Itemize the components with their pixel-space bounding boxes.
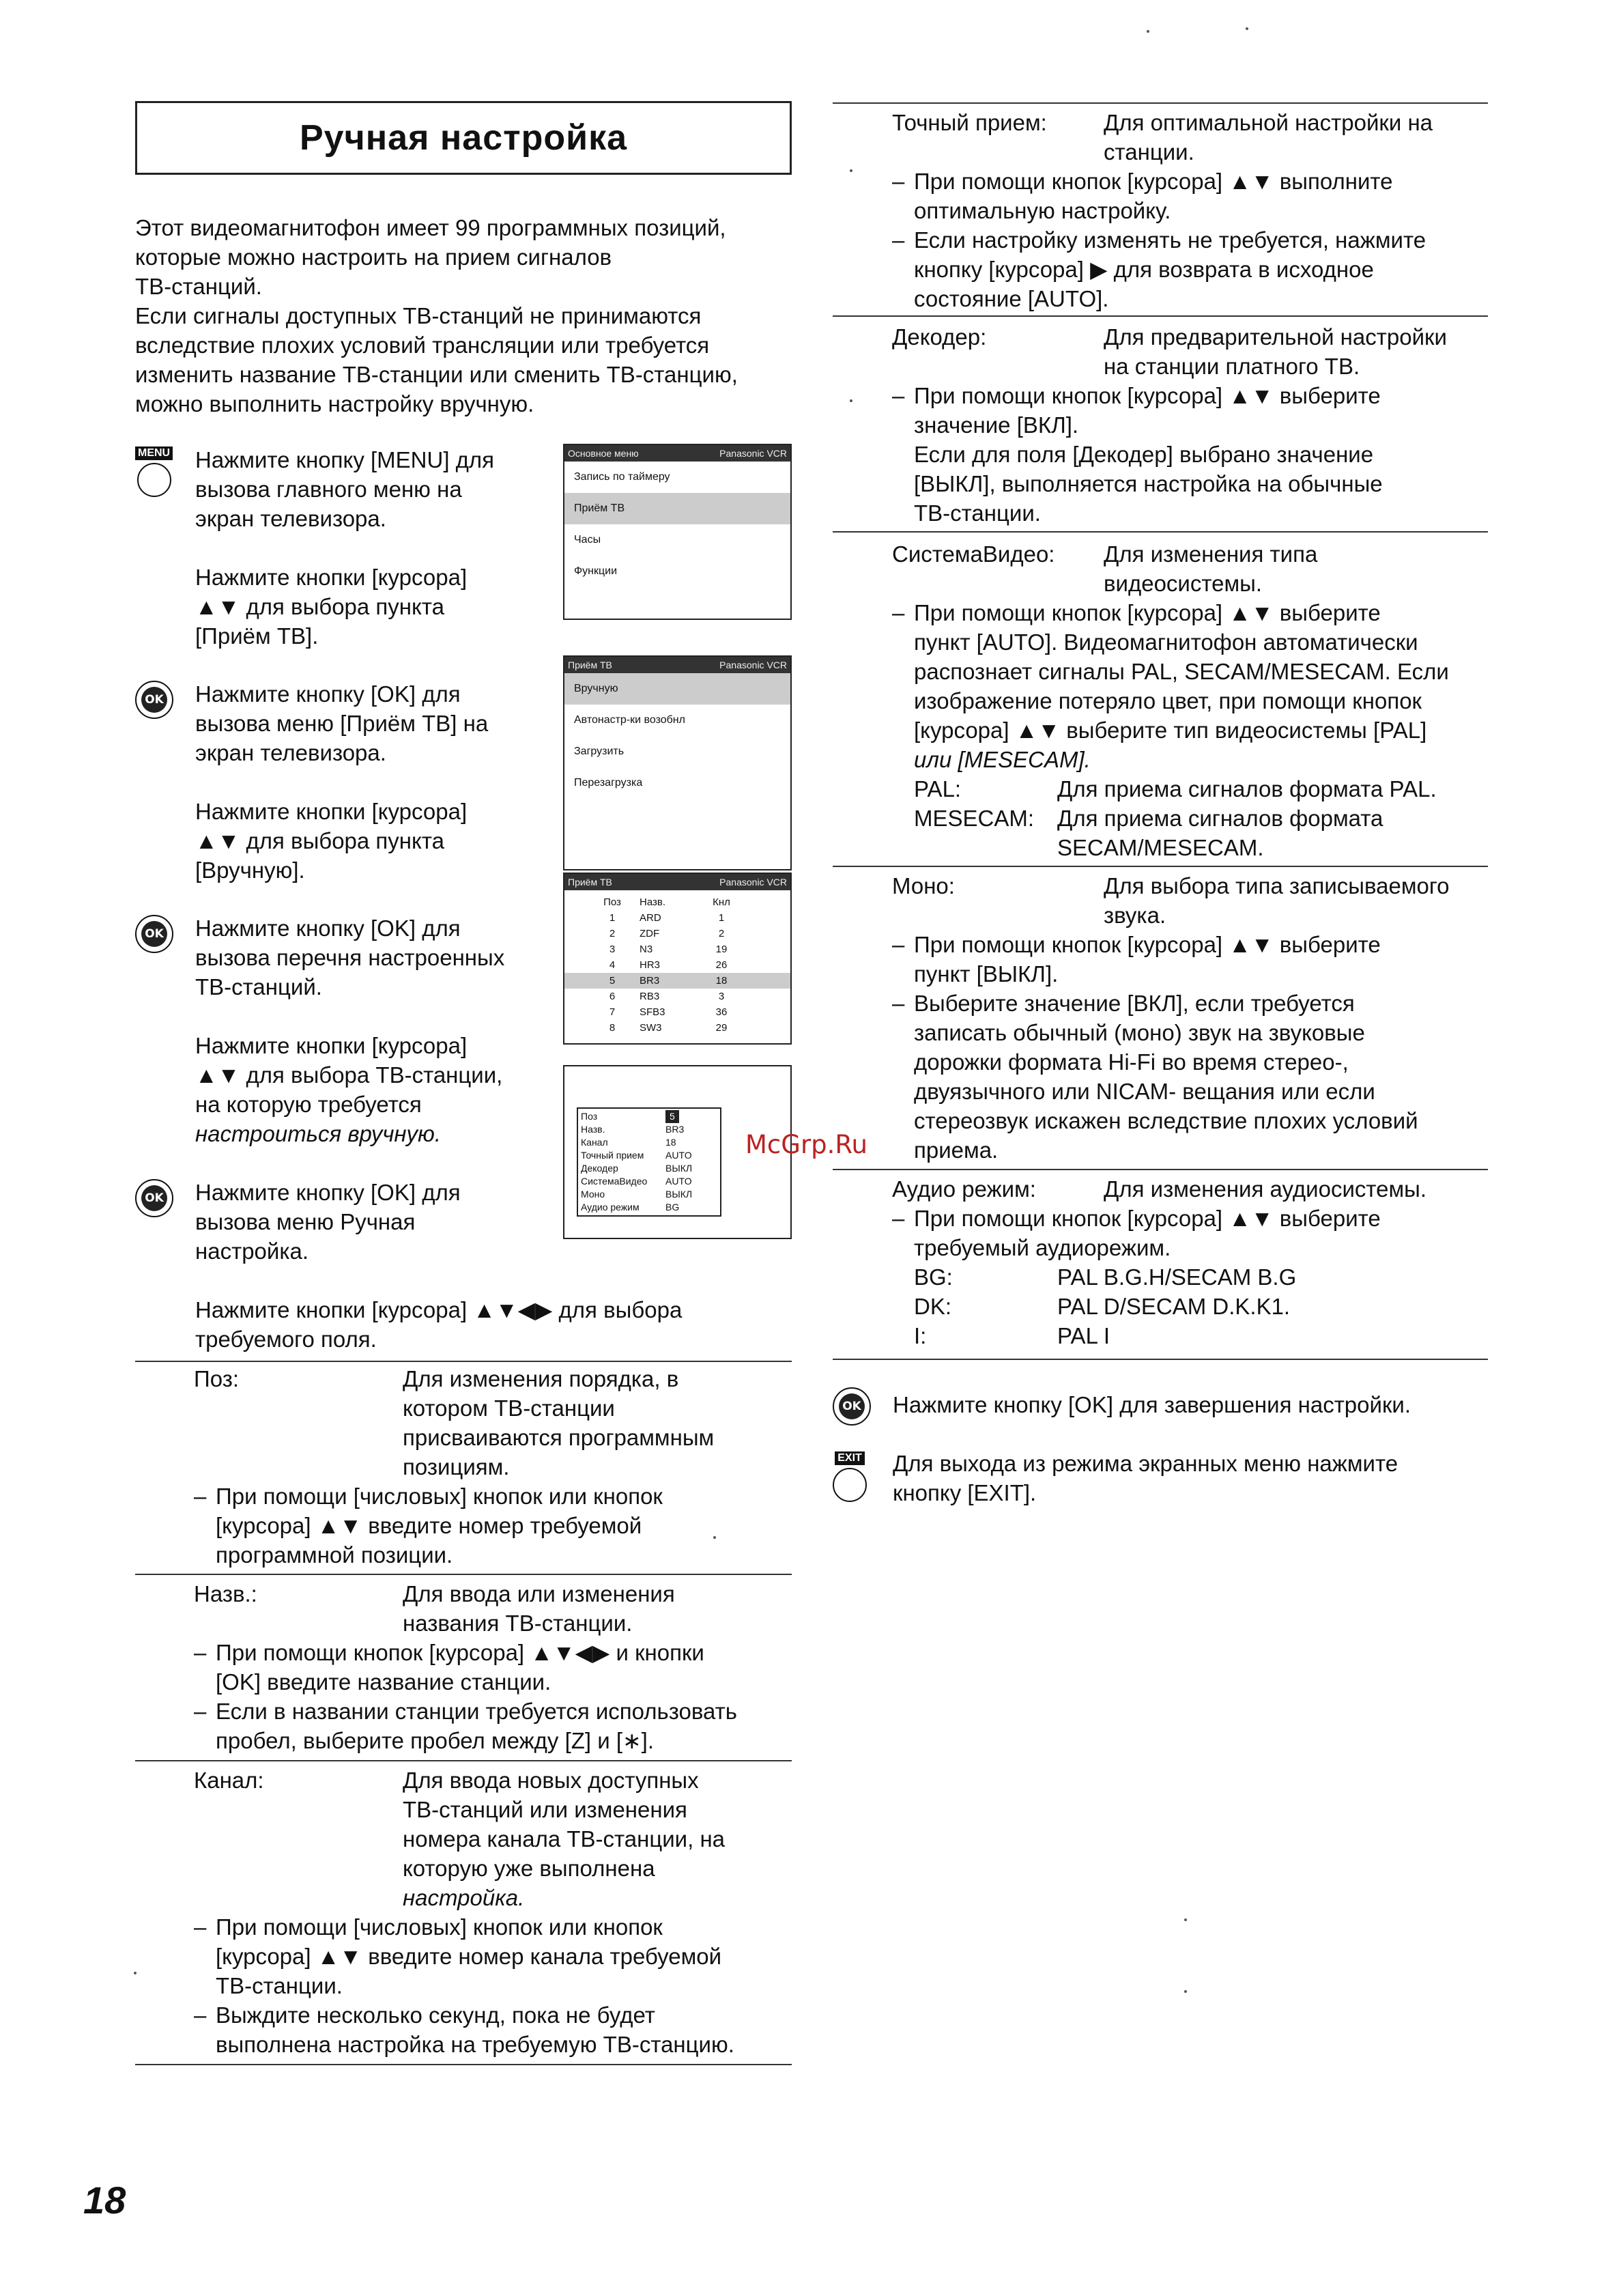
step-line: настройка. bbox=[195, 1238, 309, 1264]
table-row bbox=[585, 989, 790, 1004]
step-line: вызова перечня настроенных bbox=[195, 945, 505, 970]
finish-text: Нажмите кнопку [OK] для завершения настройки. bbox=[893, 1392, 1411, 1417]
table-row bbox=[585, 941, 790, 957]
scan-speck bbox=[850, 399, 852, 402]
divider bbox=[833, 1359, 1488, 1360]
field-label: Назв.: bbox=[194, 1581, 257, 1606]
step-line: экран телевизора. bbox=[195, 740, 386, 765]
intro-line: вследствие плохих условий трансляции или требуется bbox=[135, 332, 710, 358]
bullet: – При помощи кнопок [курсора] ▲▼ выберите пункт [AUTO]. Видеомагнитофон автоматически распознает сигналы PAL, SECAM/MESECAM. Если изображение потеряло цвет, при помощи кнопок [курсора] ▲▼ выберите тип видеосистемы [PAL] или [MESECAM]. bbox=[892, 600, 1449, 772]
divider bbox=[135, 1361, 792, 1362]
field-label: Декодер: bbox=[892, 324, 987, 350]
step-line: ▲▼ для выбора пункта bbox=[195, 828, 444, 853]
table-cell: 3 bbox=[718, 991, 725, 1002]
step-exit bbox=[833, 1449, 1488, 1517]
step-line: экран телевизора. bbox=[195, 506, 386, 531]
step-ok-2 bbox=[135, 913, 545, 1146]
step-line: Нажмите кнопки [курсора] bbox=[195, 1033, 468, 1058]
divider bbox=[833, 102, 1488, 104]
field-desc: Для ввода новых доступных ТВ-станций или изменения номера канала ТВ-станции, на которую уже выполнена настройка. bbox=[403, 1768, 726, 1910]
step-ok-1 bbox=[135, 679, 545, 884]
intro-line: ТВ-станций. bbox=[135, 274, 262, 299]
step-line: Нажмите кнопку [OK] для bbox=[195, 681, 461, 707]
table-cell: SFB3 bbox=[640, 1006, 665, 1018]
sub-table: BG: PAL B.G.H/SECAM B.G DK: PAL D/SECAM D.K.K1. I: PAL I bbox=[914, 1264, 1297, 1348]
scan-speck bbox=[1147, 30, 1149, 33]
table-cell: 3 bbox=[609, 944, 616, 955]
setup-row: Моно ВЫКЛ bbox=[581, 1189, 693, 1200]
ok-button-icon bbox=[135, 1179, 173, 1217]
step-line: на которую требуется bbox=[195, 1092, 422, 1117]
exit-button-icon bbox=[833, 1451, 867, 1502]
osd-item: Перезагрузка bbox=[574, 777, 643, 789]
exit-label: EXIT bbox=[835, 1451, 865, 1465]
osd-title: Приём ТВ bbox=[568, 660, 612, 670]
button-ring-icon bbox=[137, 463, 171, 497]
scan-speck bbox=[134, 1972, 137, 1974]
osd-title: Приём ТВ bbox=[568, 877, 612, 888]
bullet: – При помощи кнопок [курсора] ▲▼ выберите значение [ВКЛ]. Если для поля [Декодер] выбрано значение [ВЫКЛ], выполняется настройка на обычные ТВ-станции. bbox=[892, 383, 1383, 526]
field-label: Моно: bbox=[892, 873, 955, 898]
ok-button-icon bbox=[135, 915, 173, 953]
table-cell: 2 bbox=[718, 928, 725, 939]
field-desc: Для оптимальной настройки на станции. bbox=[1104, 110, 1433, 165]
field-label: СистемаВидео: bbox=[892, 541, 1055, 567]
table-cell: 1 bbox=[609, 912, 616, 924]
divider bbox=[833, 1169, 1488, 1170]
divider bbox=[833, 531, 1488, 533]
intro-line: Если сигналы доступных ТВ-станций не принимаются bbox=[135, 303, 702, 328]
osd-item: Загрузить bbox=[574, 746, 625, 757]
table-cell: 26 bbox=[715, 959, 728, 971]
menu-label: MENU bbox=[135, 447, 173, 460]
table-cell: 1 bbox=[718, 912, 725, 924]
field-label: Аудио режим: bbox=[892, 1176, 1036, 1202]
scan-speck bbox=[1184, 1918, 1187, 1921]
bullet: – При помощи кнопок [курсора] ▲▼ выполните оптимальную настройку. bbox=[892, 169, 1393, 223]
table-row-selected bbox=[564, 973, 790, 989]
step-line: Нажмите кнопку [OK] для bbox=[195, 916, 461, 941]
step-line: Нажмите кнопку [OK] для bbox=[195, 1180, 461, 1205]
setup-row: СистемаВидео AUTO bbox=[581, 1176, 692, 1187]
table-cell: ZDF bbox=[640, 928, 660, 939]
button-ring-icon bbox=[833, 1468, 867, 1502]
field-desc: Для изменения аудиосистемы. bbox=[1104, 1176, 1427, 1202]
divider bbox=[135, 2064, 792, 2065]
table-row bbox=[585, 957, 790, 973]
ok-label: OK bbox=[839, 1393, 865, 1419]
ok-label: OK bbox=[141, 1185, 167, 1211]
step-menu bbox=[135, 445, 545, 650]
divider bbox=[833, 866, 1488, 867]
table-cell: 7 bbox=[609, 1006, 616, 1018]
osd-brand: Panasonic VCR bbox=[719, 448, 787, 459]
field-desc: Для изменения типа видеосистемы. bbox=[1104, 541, 1318, 596]
scan-speck bbox=[713, 1536, 716, 1539]
step-line: ТВ-станций. bbox=[195, 974, 322, 1000]
field-label: Поз: bbox=[194, 1366, 239, 1391]
ok-button-icon bbox=[135, 681, 173, 719]
setup-row: Декодер ВЫКЛ bbox=[581, 1163, 693, 1174]
field-label: Канал: bbox=[194, 1768, 264, 1793]
step-line: Нажмите кнопку [MENU] для bbox=[195, 447, 495, 472]
intro-line: Этот видеомагнитофон имеет 99 программных позиций, bbox=[135, 215, 726, 240]
ok-label: OK bbox=[141, 687, 167, 713]
osd-channel-list bbox=[563, 873, 792, 1045]
step-line: требуемого поля. bbox=[195, 1327, 377, 1352]
intro-line: можно выполнить настройку вручную. bbox=[135, 391, 534, 416]
table-row bbox=[585, 926, 790, 941]
table-cell: SW3 bbox=[640, 1022, 662, 1034]
setup-row: Канал 18 bbox=[581, 1137, 676, 1148]
bullet: – При помощи кнопок [курсора] ▲▼ выберите требуемый аудиорежим. bbox=[892, 1206, 1381, 1260]
setup-row: Поз 5 bbox=[581, 1110, 717, 1123]
bullet: – Выберите значение [ВКЛ], если требуется записать обычный (моно) звук на звуковые дорожки формата Hi-Fi во время стерео-, двуязычного или NICAM- вещания или если стереозвук искажен вследствие плохих условий приема. bbox=[892, 991, 1418, 1163]
bullet: – При помощи кнопок [курсора] ▲▼◀▶ и кнопки [OK] введите название станции. bbox=[194, 1640, 704, 1695]
osd-main-menu bbox=[563, 444, 792, 620]
bullet: – При помощи [числовых] кнопок или кнопок [курсора] ▲▼ введите номер требуемой программной позиции. bbox=[194, 1484, 663, 1568]
sub-table: PAL: Для приема сигналов формата PAL. MESECAM: Для приема сигналов формата SECAM/MESECAM. bbox=[914, 776, 1437, 860]
field-desc: Для изменения порядка, в котором ТВ-станции присваиваются программным позициям. bbox=[403, 1366, 715, 1479]
page-title: Ручная настройка bbox=[299, 118, 628, 158]
step-line: вызова главного меню на bbox=[195, 477, 462, 502]
field-desc: Для предварительной настройки на станции платного ТВ. bbox=[1104, 324, 1447, 379]
table-cell: RB3 bbox=[640, 991, 660, 1002]
osd-title: Основное меню bbox=[568, 448, 639, 459]
field-desc: Для ввода или изменения названия ТВ-станции. bbox=[403, 1581, 675, 1636]
table-cell: 2 bbox=[609, 928, 616, 939]
step-finish bbox=[833, 1386, 1488, 1434]
table-cell: 36 bbox=[715, 1006, 728, 1018]
divider bbox=[833, 315, 1488, 317]
table-cell: N3 bbox=[640, 944, 653, 955]
bullet: – При помощи [числовых] кнопок или кнопок [курсора] ▲▼ введите номер канала требуемой ТВ-станции. bbox=[194, 1914, 722, 1998]
bullet: – Выждите несколько секунд, пока не будет выполнена настройка на требуемую ТВ-станцию. bbox=[194, 2002, 734, 2057]
setup-row: Назв. BR3 bbox=[581, 1124, 685, 1135]
table-cell: 5 bbox=[609, 975, 616, 987]
table-cell: ARD bbox=[640, 912, 661, 924]
intro-line: изменить название ТВ-станции или сменить ТВ-станцию, bbox=[135, 362, 738, 387]
field-desc: Для выбора типа записываемого звука. bbox=[1104, 873, 1450, 928]
step-line: ▲▼ для выбора ТВ-станции, bbox=[195, 1062, 503, 1088]
table-cell: 6 bbox=[609, 991, 616, 1002]
table-cell: 4 bbox=[609, 959, 616, 971]
osd-item: Запись по таймеру bbox=[574, 471, 670, 483]
page-number: 18 bbox=[83, 2179, 126, 2222]
table-header bbox=[585, 894, 790, 910]
divider bbox=[135, 1574, 792, 1575]
bullet: – Если настройку изменять не требуется, нажмите кнопку [курсора] ▶ для возврата в исходное состояние [AUTO]. bbox=[892, 227, 1426, 311]
osd-tv-menu bbox=[563, 655, 792, 870]
header-cell: Поз bbox=[603, 896, 621, 908]
step-line: ▲▼ для выбора пункта bbox=[195, 594, 444, 619]
channel-table bbox=[585, 894, 790, 1036]
table-row bbox=[585, 1020, 790, 1036]
step-line: настроиться вручную. bbox=[195, 1121, 442, 1146]
watermark: McGrp.Ru bbox=[745, 1130, 867, 1159]
osd-item: Функции bbox=[574, 565, 618, 577]
osd-brand: Panasonic VCR bbox=[719, 877, 787, 888]
ok-button-icon bbox=[833, 1387, 871, 1426]
step-line: вызова меню [Приём ТВ] на bbox=[195, 711, 489, 736]
table-cell: 18 bbox=[715, 975, 728, 987]
osd-item-selected: Вручную bbox=[564, 673, 790, 705]
osd-item: Автонастр-ки возобнл bbox=[574, 714, 685, 726]
title-box bbox=[135, 101, 792, 175]
scan-speck bbox=[1184, 1990, 1187, 1993]
exit-text: Для выхода из режима экранных меню нажмите bbox=[893, 1451, 1398, 1476]
divider bbox=[135, 1760, 792, 1761]
setup-row: Аудио режим BG bbox=[581, 1202, 680, 1213]
bullet: – Если в названии станции требуется использовать пробел, выберите пробел между [Z] и [∗]. bbox=[194, 1699, 737, 1753]
menu-button-icon bbox=[135, 447, 173, 497]
table-cell: BR3 bbox=[640, 975, 660, 987]
table-cell: 8 bbox=[609, 1022, 616, 1034]
step-line: Нажмите кнопки [курсора] bbox=[195, 799, 468, 824]
step-line: [Приём ТВ]. bbox=[195, 623, 319, 649]
header-cell: Кнл bbox=[713, 896, 730, 908]
osd-brand: Panasonic VCR bbox=[719, 660, 787, 670]
table-row bbox=[585, 910, 790, 926]
osd-item-selected: Приём ТВ bbox=[564, 493, 790, 524]
scan-speck bbox=[1246, 27, 1248, 30]
bullet: – При помощи кнопок [курсора] ▲▼ выберите пункт [ВЫКЛ]. bbox=[892, 932, 1381, 987]
intro-text bbox=[135, 213, 790, 419]
setup-row: Точный прием AUTO bbox=[581, 1150, 692, 1161]
step-line: Нажмите кнопки [курсора] ▲▼◀▶ для выбора bbox=[195, 1297, 683, 1322]
scan-speck bbox=[850, 169, 852, 172]
step-line: Нажмите кнопки [курсора] bbox=[195, 565, 468, 590]
header-cell: Назв. bbox=[640, 896, 666, 908]
step-line: вызова меню Ручная bbox=[195, 1209, 416, 1234]
step-ok-3 bbox=[135, 1178, 790, 1355]
intro-line: которые можно настроить на прием сигналов bbox=[135, 244, 612, 270]
table-cell: 29 bbox=[715, 1022, 728, 1034]
exit-text: кнопку [EXIT]. bbox=[893, 1480, 1037, 1505]
field-label: Точный прием: bbox=[892, 110, 1047, 135]
table-cell: 19 bbox=[715, 944, 728, 955]
step-line: [Вручную]. bbox=[195, 858, 305, 883]
table-row bbox=[585, 1004, 790, 1020]
ok-label: OK bbox=[141, 921, 167, 947]
osd-item: Часы bbox=[574, 534, 601, 545]
table-cell: HR3 bbox=[640, 959, 661, 971]
